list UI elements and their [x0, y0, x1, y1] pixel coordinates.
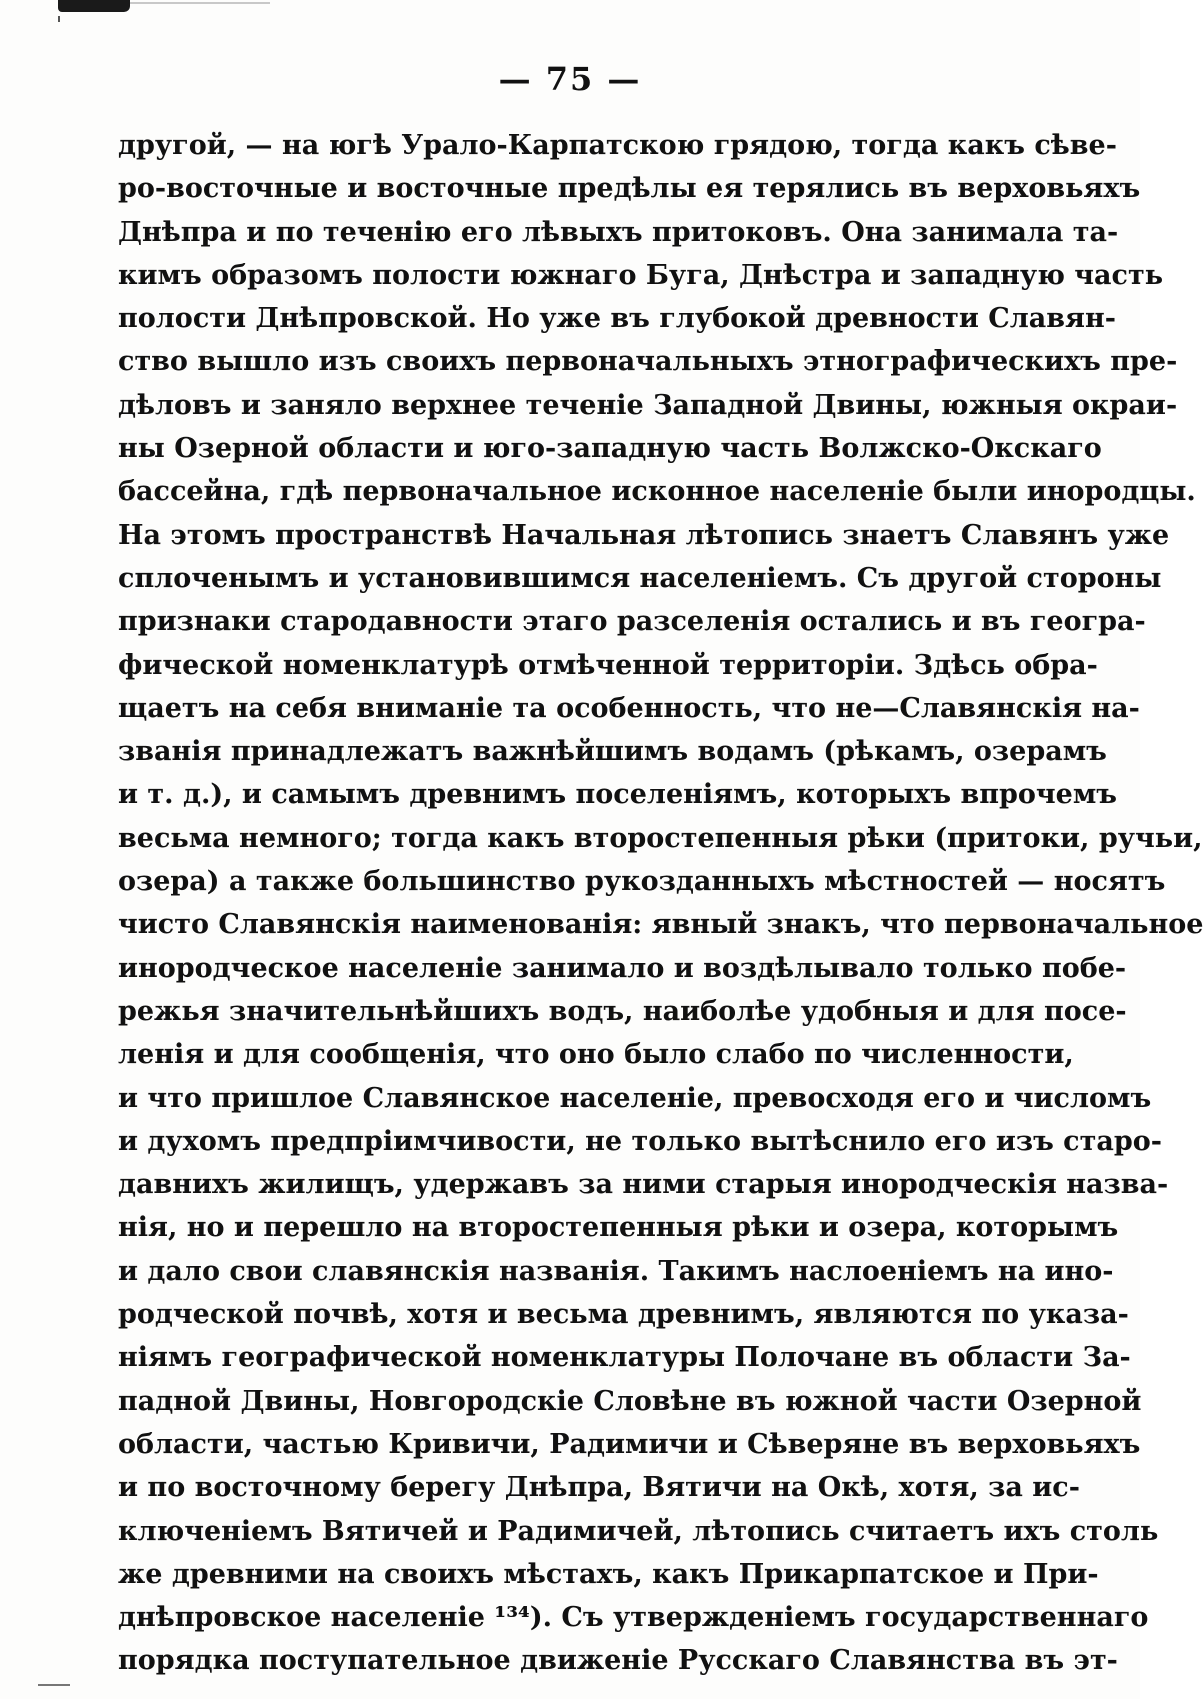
text-line: родческой почвѣ, хотя и весьма древнимъ, являются по указа- [118, 1299, 1129, 1331]
text-line: и что пришлое Славянское населеніе, превосходя его и числомъ [118, 1082, 1152, 1114]
text-line: званія принадлежатъ важнѣйшимъ водамъ (рѣкамъ, озерамъ [118, 736, 1107, 768]
edge-rule-bottom [38, 1684, 70, 1686]
text-line: и дало свои славянскія названія. Такимъ наслоеніемъ на ино- [118, 1255, 1114, 1287]
ink-blot [58, 0, 130, 12]
text-line: кимъ образомъ полости южнаго Буга, Днѣстра и западную часть [118, 259, 1164, 291]
text-line: и духомъ предпріимчивости, не только вытѣснило его изъ старо- [118, 1125, 1162, 1157]
text-line: порядка поступательное движеніе Русскаго Славянства въ эт- [118, 1645, 1118, 1677]
text-line: и по восточному берегу Днѣпра, Вятичи на Окѣ, хотя, за ис- [118, 1472, 1080, 1504]
text-line: ство вышло изъ своихъ первоначальныхъ этнографическихъ пре- [118, 346, 1178, 378]
text-line: дѣловъ и заняло верхнее теченіе Западной Двины, южныя окраи- [118, 389, 1178, 421]
body-text [118, 124, 1203, 1683]
text-line: щаетъ на себя вниманіе та особенность, что не—Славянскія на- [118, 692, 1140, 724]
text-line: фической номенклатурѣ отмѣченной территоріи. Здѣсь обра- [118, 649, 1098, 681]
edge-tick [58, 16, 60, 22]
text-line: На этомъ пространствѣ Начальная лѣтопись знаетъ Славянъ уже [118, 519, 1170, 551]
text-line: днѣпровское населеніе ¹³⁴). Съ утвержденіемъ государственнаго [118, 1602, 1149, 1634]
text-line: ключеніемъ Вятичей и Радимичей, лѣтопись считаетъ ихъ столь [118, 1515, 1159, 1547]
text-line: области, частью Кривичи, Радимичи и Сѣверяне въ верховьяхъ [118, 1428, 1141, 1460]
text-line: и т. д.), и самымъ древнимъ поселеніямъ, которыхъ впрочемъ [118, 779, 1117, 811]
text-line: чисто Славянскія наименованія: явный знакъ, что первоначальное [118, 909, 1203, 941]
text-line: другой, — на югѣ Урало-Карпатскою грядою, тогда какъ сѣве- [118, 130, 1117, 161]
text-line: падной Двины, Новгородскіе Словѣне въ южной части Озерной [118, 1385, 1142, 1417]
text-line: весьма немного; тогда какъ второстепенныя рѣки (притоки, ручьи, [118, 822, 1203, 854]
text-line: бассейна, гдѣ первоначальное исконное населеніе были инородцы. [118, 476, 1196, 508]
text-line: Днѣпра и по теченію его лѣвыхъ притоковъ. Она занимала та- [118, 216, 1119, 248]
text-line: ніямъ географической номенклатуры Полочане въ области За- [118, 1342, 1131, 1374]
edge-rule [130, 2, 270, 4]
text-line: же древними на своихъ мѣстахъ, какъ Прикарпатское и При- [118, 1558, 1099, 1590]
text-line: ленія и для сообщенія, что оно было слабо по численности, [118, 1039, 1074, 1071]
text-line: полости Днѣпровской. Но уже въ глубокой древности Славян- [118, 303, 1116, 335]
text-line: давнихъ жилищъ, удержавъ за ними старыя инородческія назва- [118, 1169, 1169, 1201]
text-line: ро-восточные и восточные предѣлы ея терялись въ верховьяхъ [118, 173, 1141, 205]
text-line: озера) а также большинство рукозданныхъ мѣстностей — носятъ [118, 866, 1166, 898]
page-number: — 75 — [498, 60, 642, 98]
text-line: нія, но и перешло на второстепенныя рѣки и озера, которымъ [118, 1212, 1119, 1244]
text-line: признаки стародавности этаго разселенія остались и въ геогра- [118, 606, 1146, 638]
text-line: сплоченымъ и установившимся населеніемъ. Съ другой стороны [118, 562, 1162, 594]
text-line: инородческое населеніе занимало и воздѣлывало только побе- [118, 952, 1127, 984]
text-line: режья значительнѣйшихъ водъ, наиболѣе удобныя и для посе- [118, 995, 1127, 1027]
text-line: ны Озерной области и юго-западную часть Волжско-Окскаго [118, 433, 1102, 465]
